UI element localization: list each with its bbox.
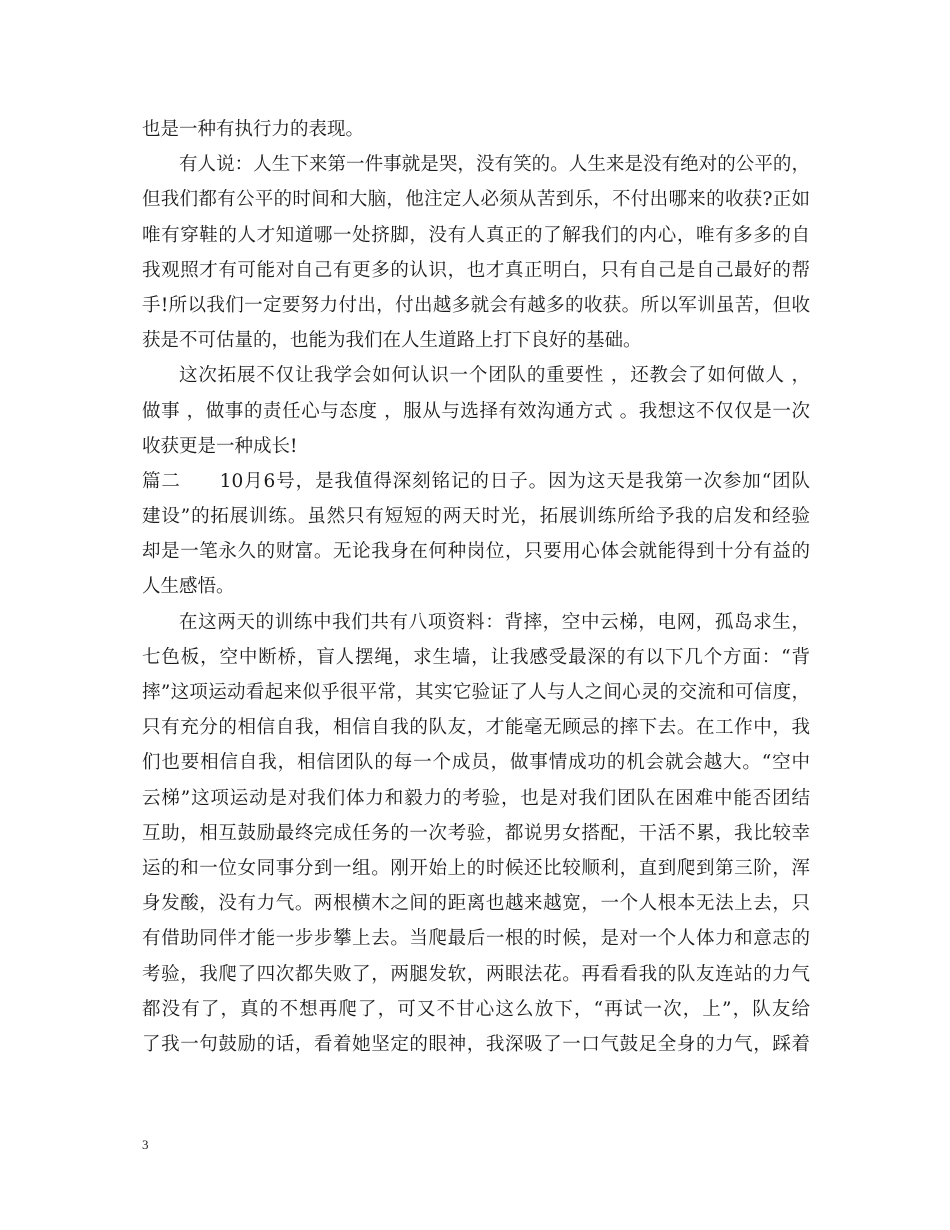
text-line: 做事 ，做事的责任心与态度 ，服从与选择有效沟通方式 。我想这不仅仅是一次 (142, 400, 810, 422)
text-line: 唯有穿鞋的人才知道哪一处挤脚，没有人真正的了解我们的内心，唯有多多的自 (142, 224, 810, 246)
text-line: 摔”这项运动看起来似乎很平常，其实它验证了人与人之间心灵的交流和可信度， (142, 682, 810, 703)
text-line: 们也要相信自我，相信团队的每一个成员，做事情成功的机会就会越大。“空中 (142, 752, 810, 774)
text-line: 这次拓展不仅让我学会如何认识一个团队的重要性 ，还教会了如何做人 ， (179, 365, 810, 387)
text-line: 运的和一位女同事分到一组。刚开始上的时候还比较顺利，直到爬到第三阶，浑 (142, 857, 810, 879)
text-line: 在这两天的训练中我们共有八项资料：背摔，空中云梯，电网，孤岛求生， (179, 611, 810, 633)
text-line: 获是不可估量的，也能为我们在人生道路上打下良好的基础。 (142, 330, 642, 352)
text-line: 都没有了，真的不想再爬了，可又不甘心这么放下，“再试一次，上”，队友给 (142, 998, 810, 1020)
text-line: 建设”的拓展训练。虽然只有短短的两天时光，拓展训练所给予我的启发和经验 (142, 506, 810, 528)
text-line: 收获更是一种成长! (142, 435, 298, 457)
text-line: 我观照才有可能对自己有更多的认识，也才真正明白，只有自己是自己最好的帮 (142, 259, 810, 281)
text-line: 七色板，空中断桥，盲人摆绳，求生墙，让我感受最深的有以下几个方面：“背 (142, 646, 810, 668)
page-number: 3 (142, 1137, 149, 1152)
text-line: 考验，我爬了四次都失败了，两腿发软，两眼法花。再看看我的队友连站的力气 (142, 963, 810, 985)
text-line: 身发酸，没有力气。两根横木之间的距离也越来越宽，一个人根本无法上去，只 (142, 893, 810, 915)
text-line: 互助，相互鼓励最终完成任务的一次考验，都说男女搭配，干活不累，我比较幸 (142, 822, 810, 844)
body-text (142, 112, 810, 1062)
text-line: 人生感悟。 (142, 576, 235, 598)
text-line: 有人说：人生下来第一件事就是哭，没有笑的。人生来是没有绝对的公平的， (179, 154, 810, 176)
text-line: 也是一种有执行力的表现。 (142, 119, 365, 140)
text-line: 手!所以我们一定要努力付出，付出越多就会有越多的收获。所以军训虽苦，但收 (142, 294, 810, 316)
text-line: 有借助同伴才能一步步攀上去。当爬最后一根的时候，是对一个人体力和意志的 (142, 928, 810, 950)
text-line: 但我们都有公平的时间和大脑，他注定人必须从苦到乐，不付出哪来的收获?正如 (142, 189, 810, 211)
text-line: 只有充分的相信自我，相信自我的队友，才能毫无顾忌的摔下去。在工作中，我 (142, 717, 810, 739)
text-line: 却是一笔永久的财富。无论我身在何种岗位，只要用心体会就能得到十分有益的 (142, 541, 810, 563)
text-line: 篇二 10月6号，是我值得深刻铭记的日子。因为这天是我第一次参加“团队 (142, 470, 810, 492)
text-line: 云梯”这项运动是对我们体力和毅力的考验，也是对我们团队在困难中能否团结 (142, 787, 810, 809)
text-line: 了我一句鼓励的话，看着她坚定的眼神，我深吸了一口气鼓足全身的力气，踩着 (142, 1033, 810, 1055)
